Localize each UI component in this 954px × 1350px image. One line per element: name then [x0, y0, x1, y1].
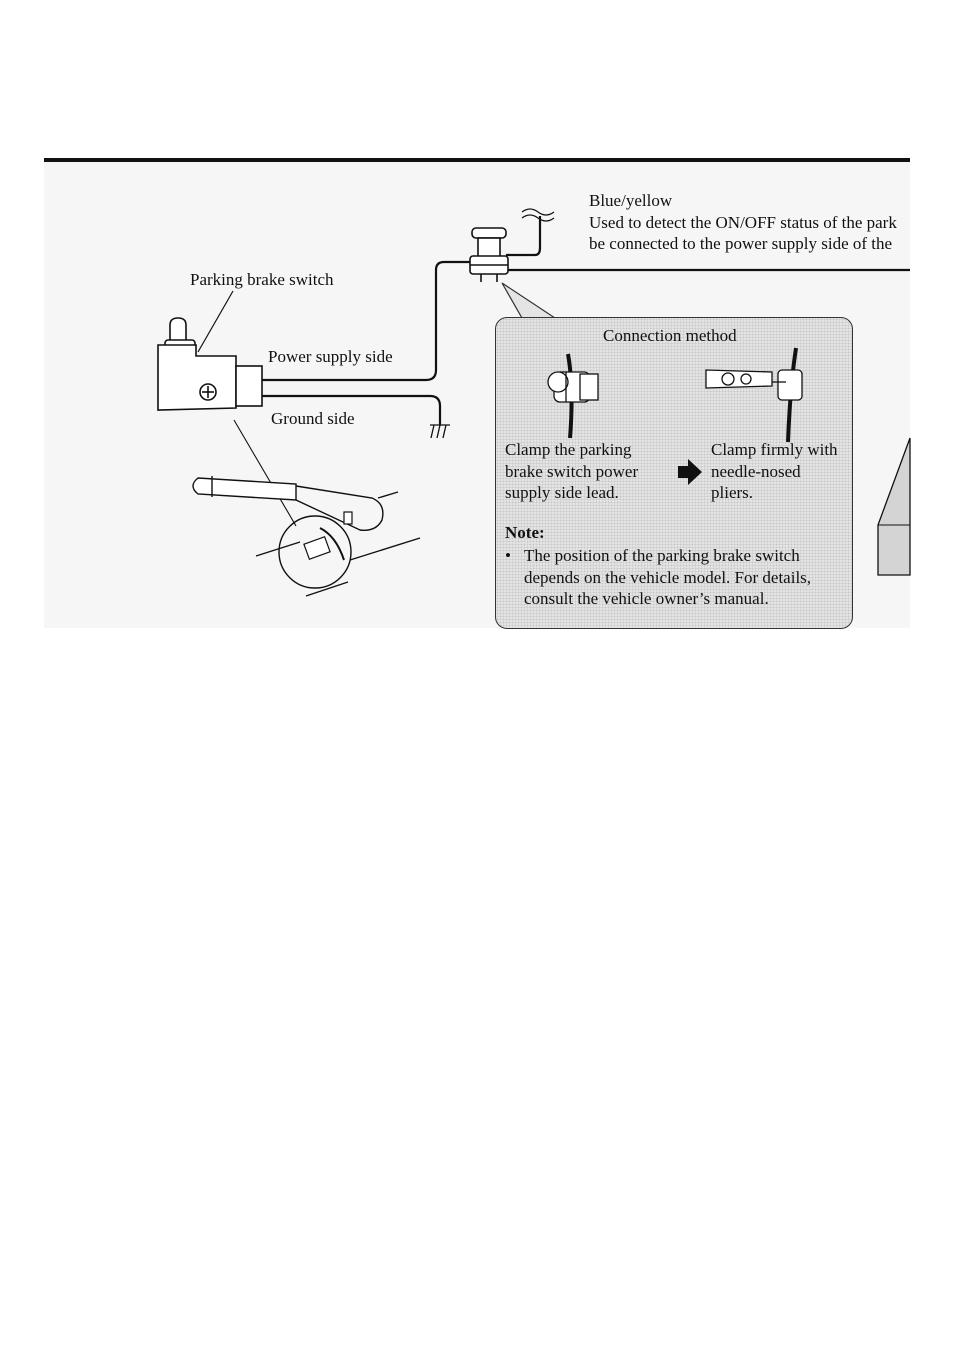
- hand-brake-lever-icon: [193, 476, 420, 596]
- wire-description-line: Used to detect the ON/OFF status of the park: [589, 212, 897, 232]
- power-supply-side-label: Power supply side: [268, 347, 393, 366]
- ground-symbol-icon: [430, 425, 450, 438]
- wire-break-icon: [522, 209, 554, 221]
- callout-pointer: [502, 283, 555, 318]
- step-line: Clamp the parking: [505, 440, 632, 459]
- wire-tap-connector-icon: [470, 228, 508, 282]
- wire-color-label: Blue/yellow: [589, 191, 673, 210]
- step-line: needle-nosed: [711, 461, 801, 481]
- connection-method-title: Connection method: [603, 326, 737, 345]
- clamp-pliers-icon: [706, 348, 802, 442]
- connection-method-callout: [495, 317, 853, 629]
- arrow-right-icon: [676, 458, 704, 486]
- wire-description-line: be connected to the power supply side of the: [589, 234, 893, 253]
- clamp-lead-icon: [548, 354, 598, 438]
- step-line: Clamp firmly with: [711, 440, 838, 459]
- ground-side-label: Ground side: [271, 409, 355, 428]
- step-line: pliers.: [711, 483, 754, 502]
- wire-description: [589, 190, 910, 255]
- step-clamp-firmly: [711, 439, 838, 504]
- parking-brake-switch-label: Parking brake switch: [190, 270, 334, 289]
- bullet-icon: •: [505, 546, 511, 565]
- step-clamp-lead: [505, 439, 638, 504]
- inset-switch-detail-icon: [304, 512, 352, 560]
- step-line: brake switch power: [505, 461, 639, 481]
- step-line: supply side lead.: [505, 483, 619, 502]
- note-text: The position of the parking brake switch depends on the vehicle model. For details, consult the vehicle owner’s manual.: [524, 546, 812, 608]
- note-heading: Note:: [505, 523, 545, 542]
- side-panel-fragment: [878, 438, 910, 575]
